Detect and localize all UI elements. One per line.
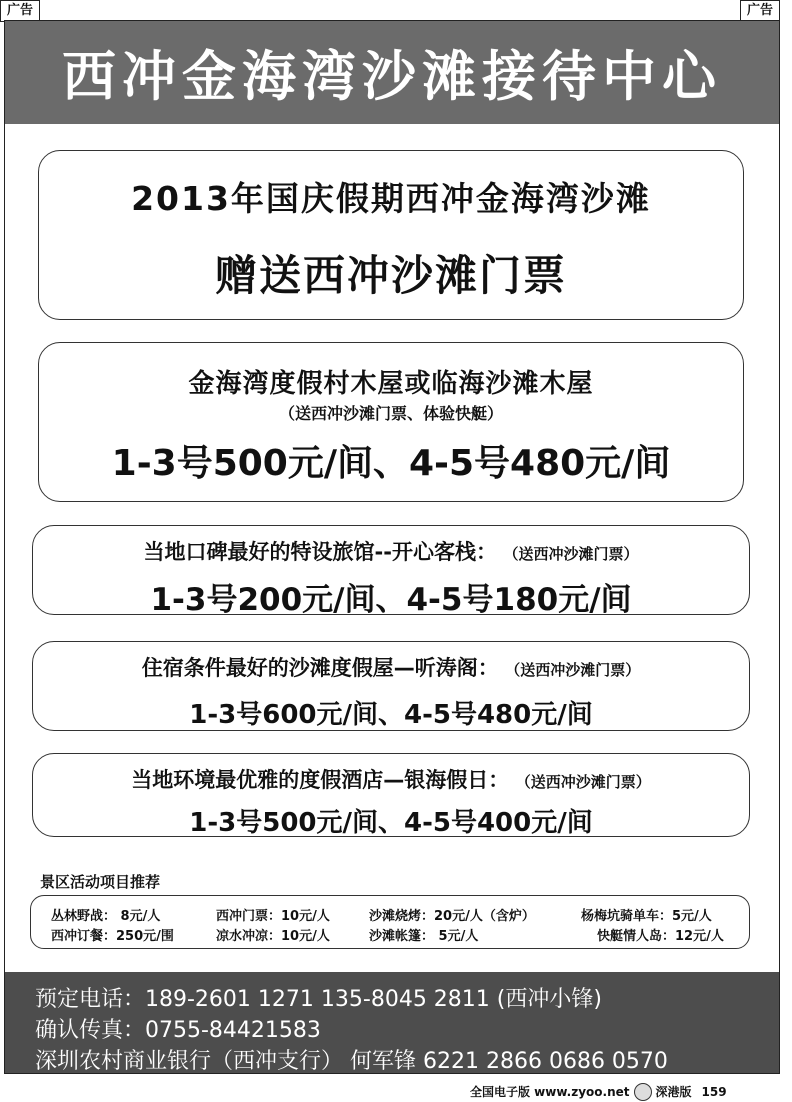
offer-villa-title: 住宿条件最好的沙滩度假屋—听涛阁： [141,656,499,680]
activity-item: 西冲订餐：250元/围 [51,929,174,944]
offer-hotel-price: 1-3号500元/间、4-5号400元/间 [189,808,593,838]
offer-cabin-title: 金海湾度假村木屋或临海沙滩木屋 [188,369,594,399]
offer-villa-box [32,641,750,731]
offer-inn-box [32,525,750,618]
offer-hotel-heading [33,764,749,794]
contact-footer [5,972,779,1073]
offer-hotel-note: （送西冲沙滩门票） [523,773,651,791]
activity-item: 西冲门票：10元/人 [216,909,330,924]
promo-line-1: 2013年国庆假期西冲金海湾沙滩 [131,179,651,218]
page-number: 159 [701,1085,727,1099]
offer-cabin-box [38,342,744,502]
bank-account: 深圳农村商业银行（西冲支行） 何军锋 6221 2866 0686 0570 [35,1049,668,1074]
ad-label-right: 广告 [740,0,780,22]
offer-inn-title: 当地口碑最好的特设旅馆--开心客栈： [143,540,497,564]
offer-cabin-price: 1-3号500元/间、4-5号480元/间 [111,443,671,484]
activity-item: 沙滩烧烤：20元/人（含炉） [369,909,535,924]
offer-hotel-box [32,753,750,837]
promo-line-2: 赠送西冲沙滩门票 [214,251,567,300]
offer-villa-heading [33,652,749,682]
promo-box [38,150,744,320]
offer-cabin-note: （送西冲沙滩门票、体验快艇） [278,404,503,423]
site-url: 全国电子版 www.zyoo.net [470,1085,630,1099]
offer-villa-price: 1-3号600元/间、4-5号480元/间 [189,700,593,730]
activity-item: 沙滩帐篷： 5元/人 [369,929,479,944]
edition-label: 深港版 [655,1085,692,1099]
offer-villa-note: （送西冲沙滩门票） [512,661,641,679]
header-banner [5,21,779,124]
booking-phone: 预定电话：189-2601 1271 135-8045 2811 (西冲小锋) [35,987,602,1012]
activity-item: 快艇情人岛：12元/人 [597,929,724,944]
page-footer [470,1083,727,1102]
offer-hotel-title: 当地环境最优雅的度假酒店—银海假日： [131,768,510,792]
offer-inn-note: （送西冲沙滩门票） [510,545,639,563]
activity-item: 杨梅坑骑单车：5元/人 [581,909,712,924]
ad-label-left: 广告 [0,0,40,22]
page-title: 西冲金海湾沙滩接待中心 [62,44,722,108]
confirm-fax: 确认传真：0755-84421583 [35,1018,321,1043]
activities-box [30,895,750,949]
offer-inn-heading [33,536,749,566]
activities-title: 景区活动项目推荐 [40,873,161,891]
offer-inn-price: 1-3号200元/间、4-5号180元/间 [150,582,632,618]
hong-logo-icon [634,1083,652,1101]
activity-item: 丛林野战： 8元/人 [51,909,161,924]
activity-item: 凉水冲凉：10元/人 [216,929,330,944]
